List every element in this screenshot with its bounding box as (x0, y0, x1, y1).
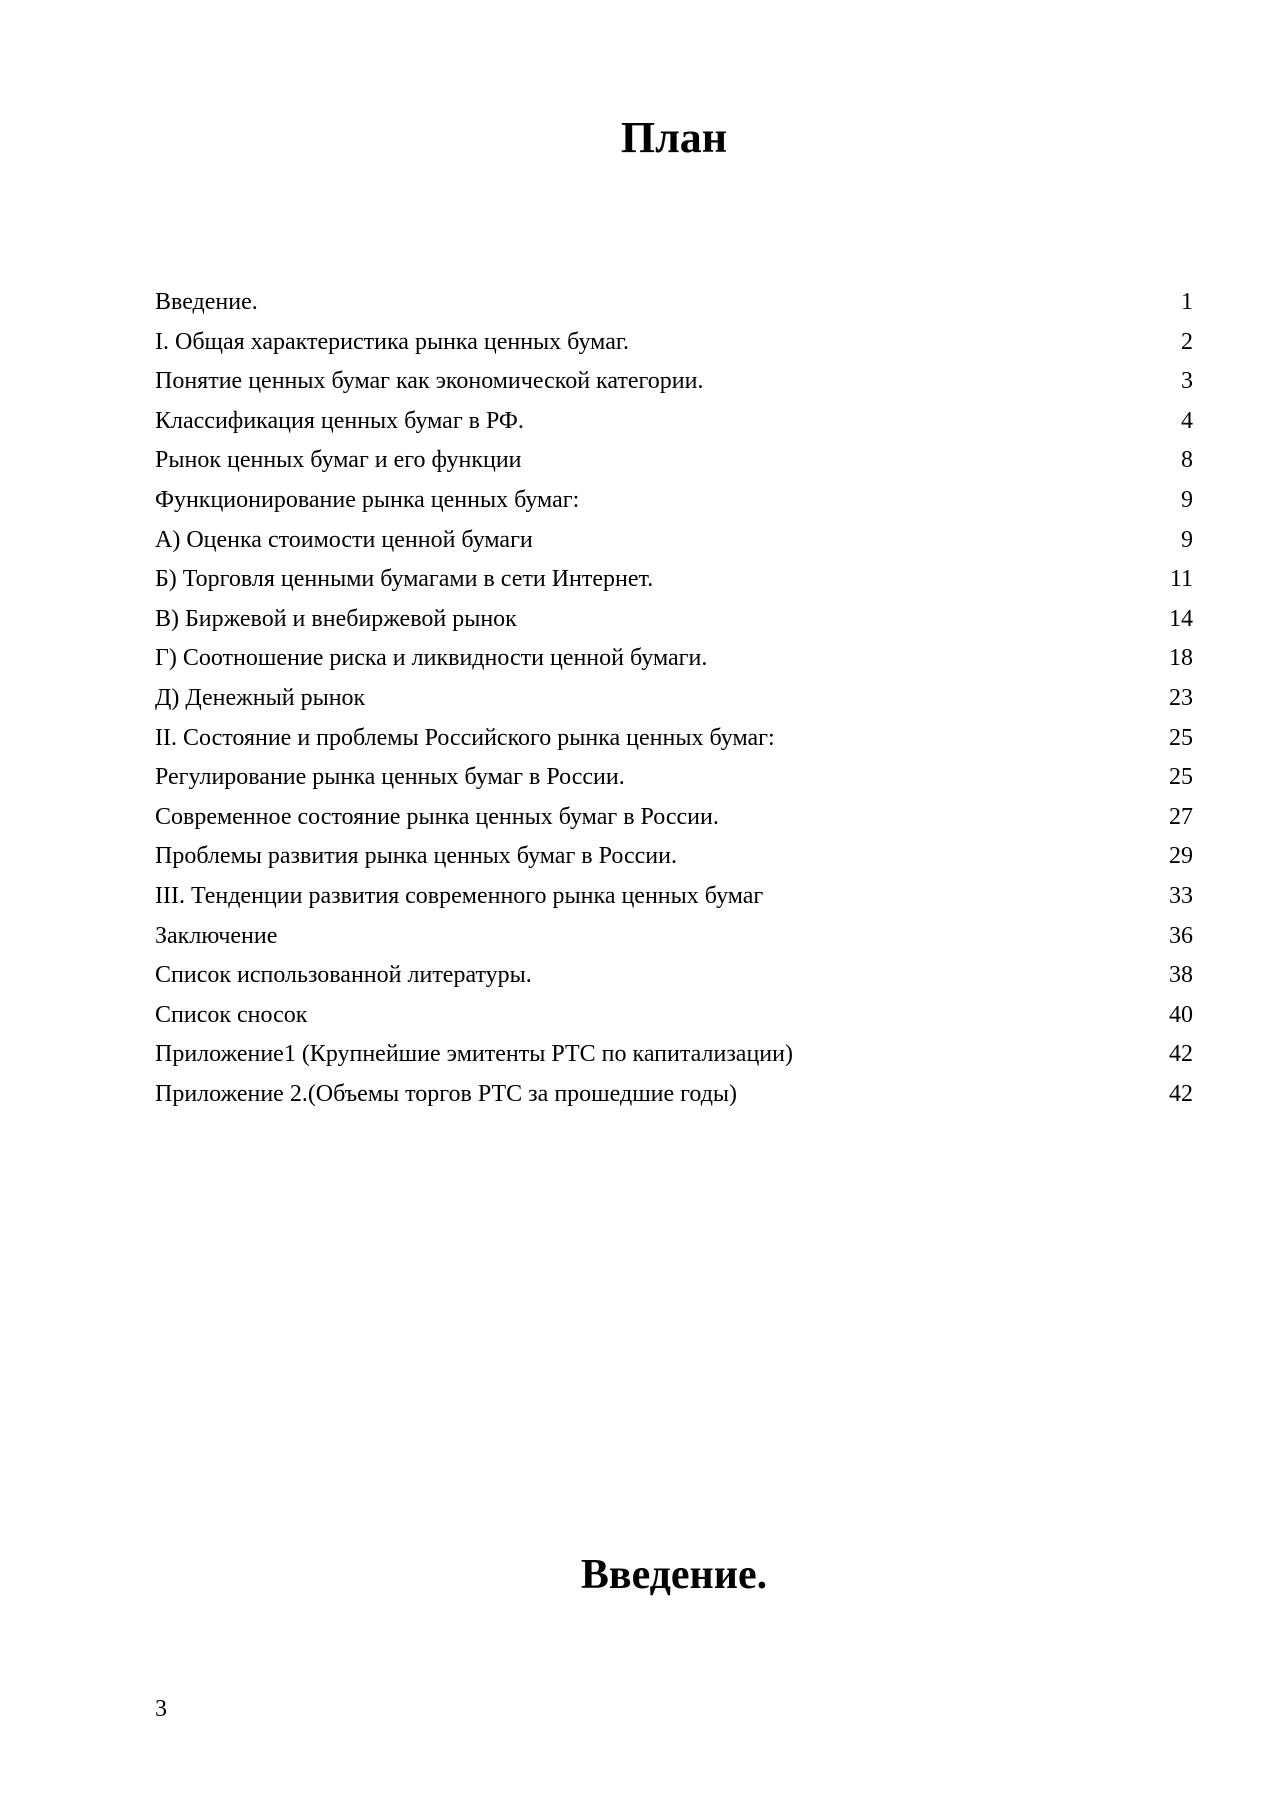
toc-entry-label: Регулирование рынка ценных бумаг в России. (155, 764, 625, 791)
toc-entry-label: В) Биржевой и внебиржевой рынок (155, 605, 517, 632)
toc-entry[interactable] (155, 877, 1193, 917)
toc-entry[interactable] (155, 996, 1193, 1036)
toc-entry-page: 23 (1169, 684, 1193, 711)
toc-entry[interactable] (155, 481, 1193, 521)
toc-entry-label: Заключение (155, 922, 278, 949)
toc-entry-label: II. Состояние и проблемы Российского рынка ценных бумаг: (155, 724, 775, 751)
toc-entry-label: Введение. (155, 289, 258, 315)
toc-entry-page: 27 (1169, 803, 1193, 830)
toc-entry-page: 33 (1169, 882, 1193, 909)
toc-entry-label: Проблемы развития рынка ценных бумаг в России. (155, 843, 677, 870)
toc-entry-page: 38 (1169, 962, 1193, 989)
toc-entry-label: Приложение 2.(Объемы торгов РТС за прошедшие годы) (155, 1080, 738, 1107)
table-of-contents (155, 283, 1193, 1114)
toc-entry[interactable] (155, 837, 1193, 877)
toc-entry-page: 2 (1181, 328, 1193, 355)
section-heading: Введение. (580, 1552, 768, 1598)
toc-entry-page: 14 (1169, 605, 1193, 632)
toc-entry-page: 11 (1169, 566, 1193, 593)
toc-entry-page: 9 (1181, 526, 1193, 553)
toc-entry[interactable] (155, 1075, 1193, 1115)
toc-entry[interactable] (155, 283, 1193, 323)
toc-entry-page: 25 (1169, 724, 1193, 751)
toc-entry-label: Современное состояние рынка ценных бумаг в России. (155, 803, 719, 830)
toc-entry[interactable] (155, 679, 1193, 719)
toc-entry-label: Б) Торговля ценными бумагами в сети Интернет. (155, 566, 654, 593)
toc-entry[interactable] (155, 560, 1193, 600)
toc-entry-label: Функционирование рынка ценных бумаг: (155, 486, 580, 513)
toc-entry-label: Классификация ценных бумаг в РФ. (155, 407, 524, 434)
toc-entry[interactable] (155, 323, 1193, 363)
toc-entry-page: 4 (1181, 407, 1193, 434)
toc-entry-page: 40 (1169, 1001, 1193, 1028)
toc-entry[interactable] (155, 1035, 1193, 1075)
page-title: План (620, 113, 728, 162)
toc-entry[interactable] (155, 798, 1193, 838)
toc-entry-label: А) Оценка стоимости ценной бумаги (155, 526, 533, 553)
toc-entry-label: Г) Соотношение риска и ликвидности ценной бумаги. (155, 645, 708, 672)
toc-entry-page: 8 (1181, 447, 1193, 474)
toc-entry-page: 1 (1181, 289, 1193, 315)
toc-entry-page: 42 (1169, 1041, 1193, 1068)
toc-entry-label: Приложение1 (Крупнейшие эмитенты РТС по капитализации) (155, 1041, 793, 1068)
toc-entry[interactable] (155, 639, 1193, 679)
toc-entry-label: Понятие ценных бумаг как экономической категории. (155, 368, 704, 395)
toc-entry-label: Д) Денежный рынок (155, 684, 366, 711)
toc-entry-page: 29 (1169, 843, 1193, 870)
toc-entry-label: I. Общая характеристика рынка ценных бумаг. (155, 328, 629, 355)
toc-entry[interactable] (155, 600, 1193, 640)
toc-entry[interactable] (155, 441, 1193, 481)
toc-entry-page: 36 (1169, 922, 1193, 949)
toc-entry[interactable] (155, 758, 1193, 798)
toc-entry[interactable] (155, 362, 1193, 402)
toc-entry[interactable] (155, 719, 1193, 759)
toc-entry[interactable] (155, 956, 1193, 996)
toc-entry[interactable] (155, 917, 1193, 957)
toc-entry-label: Список сносок (155, 1001, 308, 1028)
page-number: 3 (155, 1696, 167, 1722)
toc-entry-label: Список использованной литературы. (155, 962, 532, 989)
toc-entry-page: 9 (1181, 486, 1193, 513)
toc-entry-label: III. Тенденции развития современного рынка ценных бумаг (155, 882, 764, 909)
toc-entry-page: 18 (1169, 645, 1193, 672)
toc-entry[interactable] (155, 402, 1193, 442)
toc-entry-label: Рынок ценных бумаг и его функции (155, 447, 522, 474)
toc-entry[interactable] (155, 521, 1193, 561)
toc-entry-page: 42 (1169, 1080, 1193, 1107)
toc-entry-page: 3 (1181, 368, 1193, 395)
toc-entry-page: 25 (1169, 764, 1193, 791)
